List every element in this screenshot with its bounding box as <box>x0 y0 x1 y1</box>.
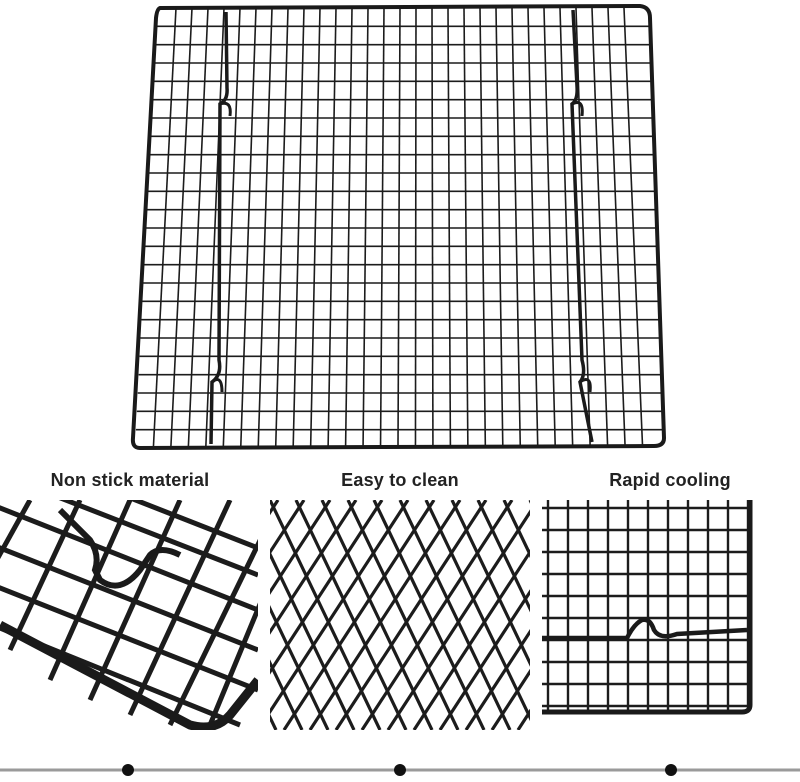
feature-label-rapid-cooling: Rapid cooling <box>609 470 731 490</box>
timeline-dot <box>122 764 134 776</box>
timeline-decoration <box>0 752 800 782</box>
feature-label-easy-clean: Easy to clean <box>341 470 459 490</box>
timeline-dot <box>665 764 677 776</box>
closeup-easy-clean <box>270 500 530 730</box>
closeup-non-stick <box>0 500 258 730</box>
timeline-dot <box>394 764 406 776</box>
closeup-rapid-cooling <box>542 500 800 730</box>
feature-label-non-stick: Non stick material <box>50 470 210 490</box>
rack-leg-right <box>572 10 592 442</box>
